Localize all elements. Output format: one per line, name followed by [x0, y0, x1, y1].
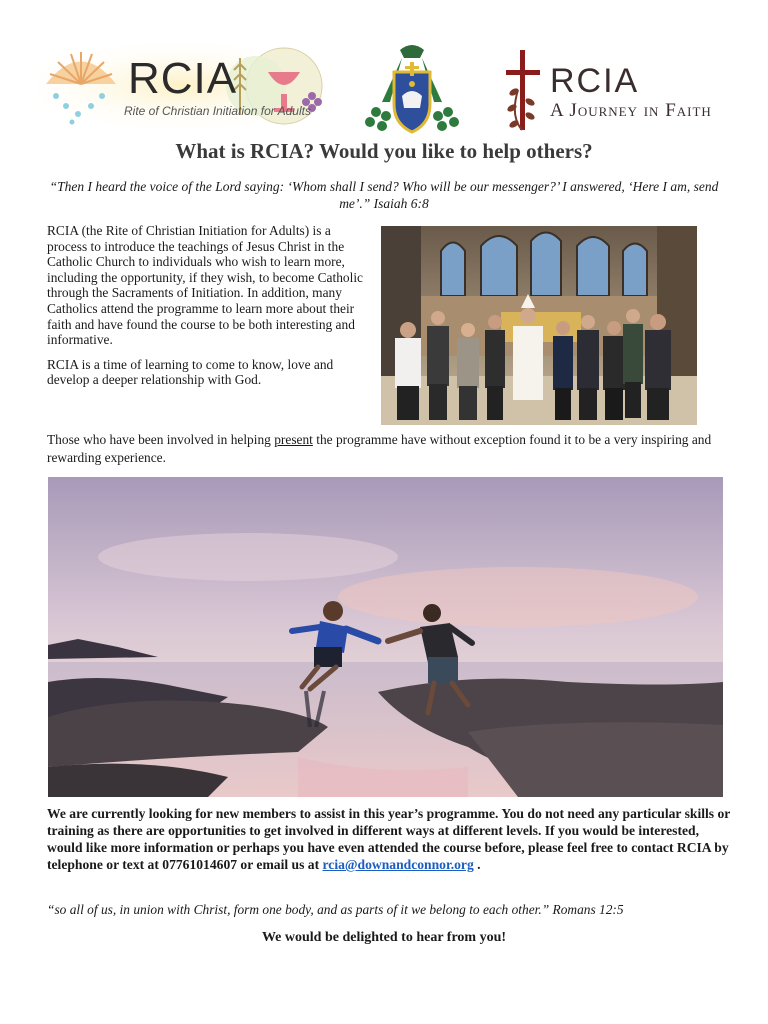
involvement-text-after: the programme have without exception found it to be a very inspiring and rewarding experience.	[47, 432, 712, 465]
intro-paragraph-2: RCIA is a time of learning to come to know, love and develop a deeper relationship with God.	[47, 356, 334, 388]
call-to-action	[47, 805, 732, 873]
right-logo-word: RCIA	[550, 62, 640, 100]
cta-text: We are currently looking for new members to assist in this year’s programme. You do not need any particular skills or training as there are opportunities to get involved in different ways at different levels. If you would be interested, would like more information or perhaps you have even attended the course before, please feel free to contact RCIA by telephone or text at 07761014607 or email us at	[47, 806, 731, 872]
right-logo-tagline: A Journey in Faith	[550, 100, 712, 121]
cta-end: .	[473, 857, 481, 872]
intro-text	[47, 223, 371, 397]
romans-quote: “so all of us, in union with Christ, form one body, and as parts of it we belong to each other.” Romans 12:5	[47, 902, 624, 917]
cross-icon	[500, 46, 548, 136]
closing-line: We would be delighted to hear from you!	[261, 930, 507, 945]
left-logo-word: RCIA	[128, 54, 238, 103]
church-group-photo	[381, 226, 697, 425]
intro-paragraph-1: RCIA (the Rite of Christian Initiation for Adults) is a process to introduce the teachings of Jesus Christ in the Catholic Church to individuals who wish to learn more, including the opportunity, if they wish, to become Catholic through the Sacraments of Initiation. In addition, many Catholics attend the programme to learn more about their faith and have found the course to be both interesting and informative.	[47, 223, 363, 348]
involvement-paragraph	[47, 431, 727, 467]
email-link[interactable]: rcia@downandconnor.org	[322, 857, 474, 872]
involvement-text-before: Those who have been involved in helping	[47, 432, 275, 447]
page-title: What is RCIA? Would you like to help others?	[175, 139, 593, 163]
involvement-underlined-word: present	[274, 432, 313, 447]
diocesan-crest-icon	[362, 42, 462, 138]
header	[0, 40, 768, 140]
left-logo-subtitle: Rite of Christian Initiation for Adults	[124, 104, 311, 118]
isaiah-quote: “Then I heard the voice of the Lord saying: ‘Whom shall I send? Who will be our messenger?’ I answered, ‘Here I am, send me’.” Isaiah 6:8	[49, 179, 719, 211]
helping-hands-photo	[48, 477, 723, 797]
rcia-right-logo	[500, 46, 740, 136]
rcia-left-logo	[36, 44, 326, 128]
